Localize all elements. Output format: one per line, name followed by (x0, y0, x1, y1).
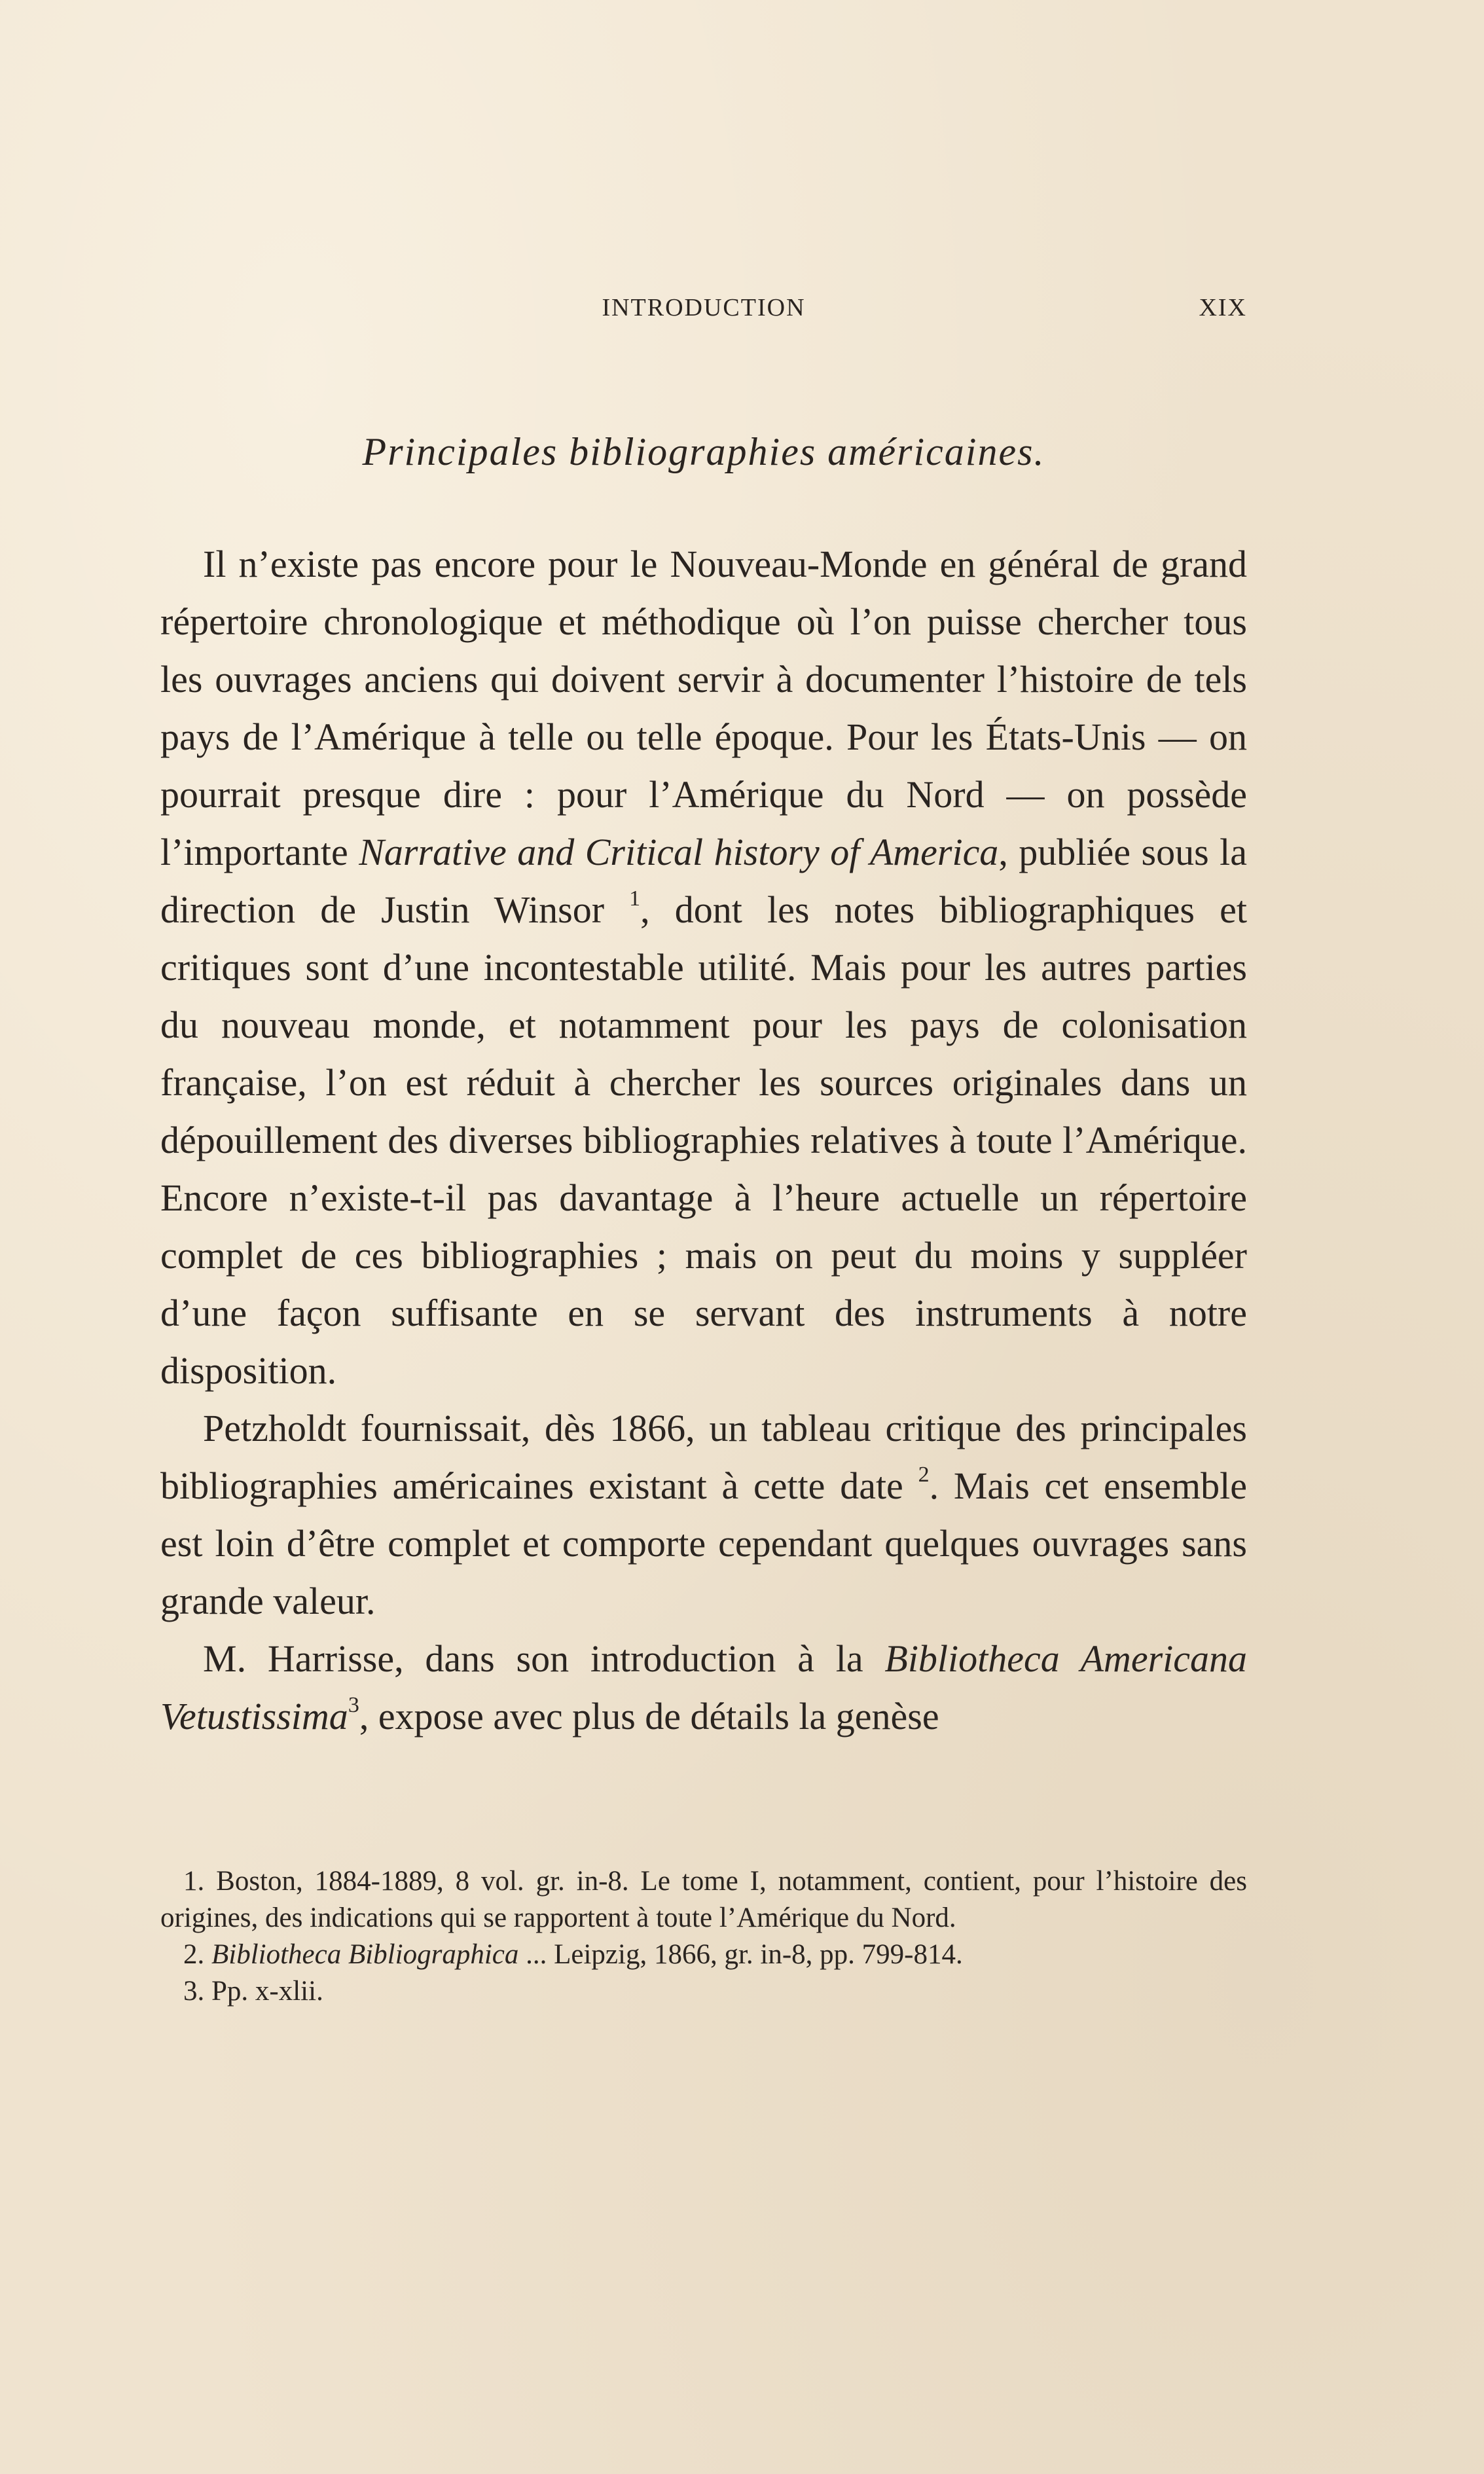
paragraph-2 (160, 1400, 1247, 1630)
footnote-1-text: Boston, 1884-1889, 8 vol. gr. in-8. Le tome I, notamment, contient, pour l’histoire des origines, des indications qui se rapportent à toute l’Amérique du Nord. (160, 1866, 1248, 1933)
footnote-1-label: 1. (183, 1866, 205, 1897)
footnote-2 (160, 1937, 1247, 1973)
footnote-2-title: Bibliotheca Bibliographica (211, 1939, 519, 1970)
paragraph-2-text-b: . Mais cet ensemble est loin d’être complet et comporte cependant quelques ouvrages sans grande valeur. (160, 1464, 1247, 1622)
footnote-3 (160, 1973, 1247, 2010)
footnote-ref-2: 2 (918, 1463, 930, 1487)
footnote-3-text: Pp. x-xlii. (211, 1976, 323, 2007)
paragraph-3 (160, 1630, 1247, 1745)
running-head (160, 293, 1247, 333)
section-title: Principales bibliographies américaines. (362, 430, 1045, 473)
footnote-1 (160, 1863, 1247, 1937)
paragraph-3-text-a: M. Harrisse, dans son introduction à la (203, 1637, 885, 1680)
work-title-narrative: Narrative and Critical history of America (359, 831, 999, 873)
footnote-ref-3: 3 (348, 1693, 359, 1717)
paragraph-1-text-c: , dont les notes bibliographiques et critiques sont d’une incontestable utilité. Mais pour les autres parties du nouveau monde, et notamment pour les pays de colonisation française, l’on est réduit à chercher les sources originales dans un dépouillement des diverses bibliographies relatives à toute l’Amérique. Encore n’existe-t-il pas davantage à l’heure actuelle un répertoire complet de ces bibliographies ; mais on peut du moins y suppléer d’une façon suffisante en se servant des instruments à notre disposition. (160, 888, 1247, 1392)
page-number: XIX (1199, 294, 1247, 321)
footnote-2-text: ... Leipzig, 1866, gr. in-8, pp. 799-814. (518, 1939, 963, 1970)
footnotes (160, 1863, 1247, 2010)
footnote-3-label: 3. (183, 1976, 205, 2007)
running-title: INTRODUCTION (602, 294, 806, 321)
paragraph-2-text-a: Petzholdt fournissait, dès 1866, un tableau critique des principales bibliographies américaines existant à cette date (160, 1407, 1247, 1507)
footnote-ref-1: 1 (629, 886, 641, 911)
footnote-2-label: 2. (183, 1939, 205, 1970)
paragraph-1-text-a: Il n’existe pas encore pour le Nouveau-Monde en général de grand répertoire chronologique et méthodique où l’on puisse chercher tous les ouvrages anciens qui doivent servir à documenter l’histoire de tels pays de l’Amérique à telle ou telle époque. Pour les États-Unis — on pourrait presque dire : pour l’Amérique du Nord — on possède l’importante (160, 543, 1247, 873)
paragraph-3-text-b: , expose avec plus de détails la genèse (359, 1695, 939, 1737)
body-text (160, 536, 1247, 1745)
work-title-bibliotheca-americana: Bibliotheca Americana Vetustissima (160, 1637, 1247, 1737)
paragraph-1 (160, 536, 1247, 1400)
paragraph-1-text-b: , publiée sous la direction de Justin Winsor (160, 831, 1248, 931)
